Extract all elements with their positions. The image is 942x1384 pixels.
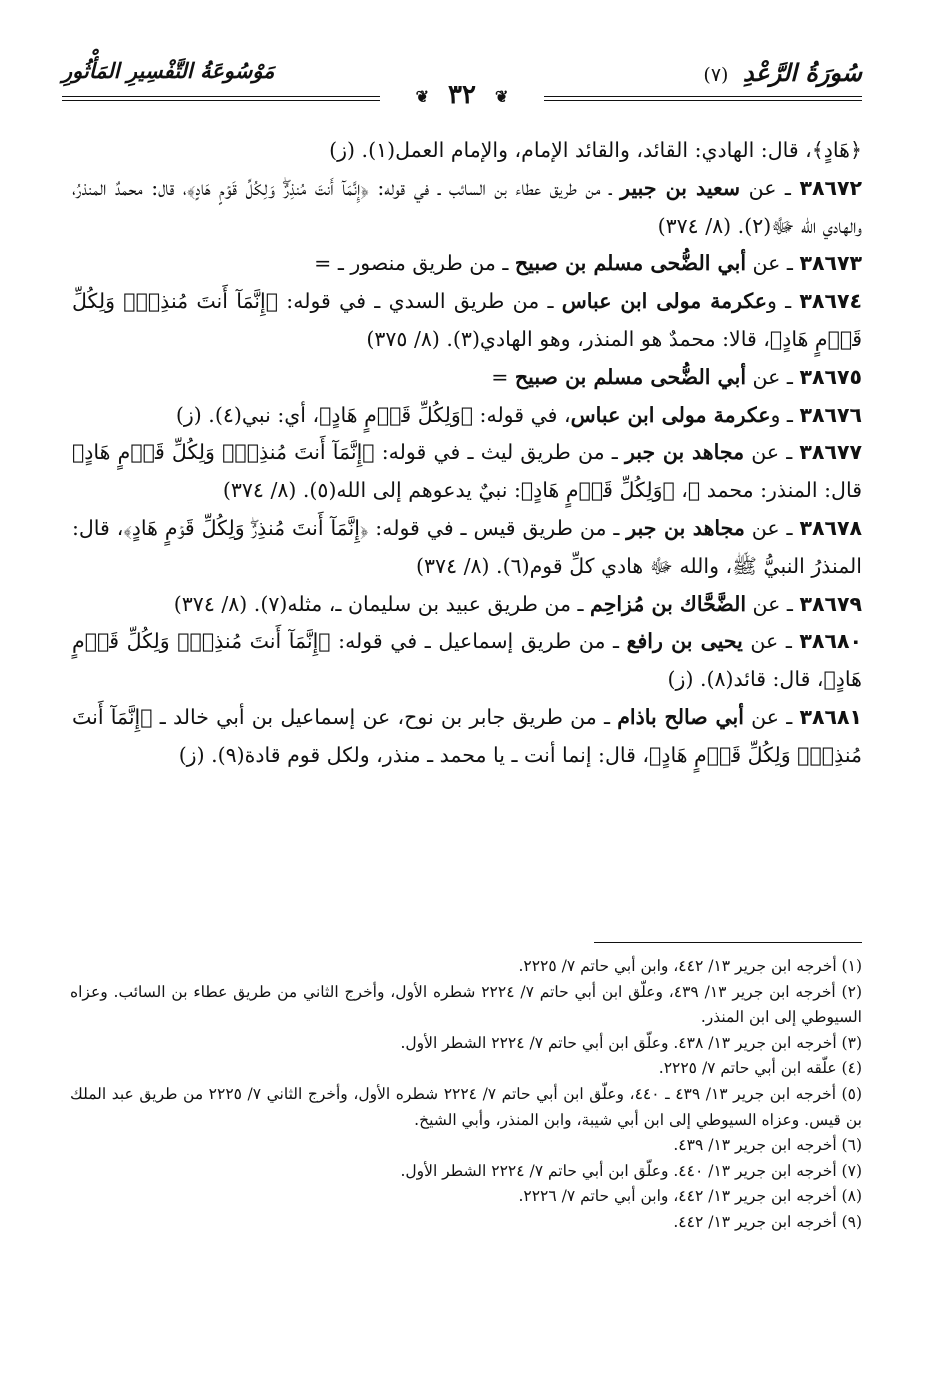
narration-entry: ٣٨٦٧٣ ـ عن أبي الضُّحى مسلم بن صبيح ـ من طريق منصور ـ =: [314, 251, 862, 276]
footnote: (٦) أخرجه ابن جرير ١٣/ ٤٣٩.: [673, 1136, 862, 1155]
narration-entry: ٣٨٦٨١ ـ عن أبي صالح باذام ـ من طريق جابر بن نوح، عن إسماعيل بن أبي خالد ـ ﴿إِنَّمَآ أَنتَ مُنذِرٌۖ وَلِكُلِّ قَوۡمٍ هَادٍ﴾، قال: إنما أنت ـ يا محمد ـ منذر، ولكل قوم قادة(٩). (ز): [72, 704, 862, 767]
narration-entry: ٣٨٦٧٢ ـ عن سعيد بن جبير ـ من طريق عطاء بن السائب ـ في قوله: ﴿إِنَّمَآ أَنتَ مُنذِرٌۖ وَلِكُلِّ قَوۡمٍ هَادٍ﴾، قال: محمدٌ المنذرُ، والهادي الله ﷻ(٢). (٨/ ٣٧٤): [72, 175, 863, 238]
narrator-name: أبي صالح باذام: [617, 704, 744, 729]
footnote: (٢) أخرجه ابن جرير ١٣/ ٤٣٩، وعلّق ابن أبي حاتم ٧/ ٢٢٢٤ شطره الأول، وأخرج الثاني من طريق عطاء بن السائب. وعزاه السيوطي إلى ابن المنذر.: [70, 982, 862, 1027]
surah-number: (٧): [703, 64, 729, 86]
narration-entry: ٣٨٦٧٤ ـ وعكرمة مولى ابن عباس ـ من طريق السدي ـ في قوله: ﴿إِنَّمَآ أَنتَ مُنذِرٌۖ وَلِكُلِّ قَوۡمٍ هَادٍ﴾، قالا: محمدٌ هو المنذر، وهو الهادي(٣). (٨/ ٣٧٥): [72, 289, 862, 351]
narrator-name: مجاهد بن جبر: [624, 440, 745, 465]
entry-number: ٣٨٦٧٣: [799, 251, 862, 276]
entry-number: ٣٨٦٧٦: [799, 402, 862, 427]
footnote: (٣) أخرجه ابن جرير ١٣/ ٤٣٨. وعلّق ابن أبي حاتم ٧/ ٢٢٢٤ الشطر الأول.: [400, 1033, 862, 1052]
narrator-name: أبي الضُّحى مسلم بن صبيح: [514, 364, 747, 389]
footnote: (٥) أخرجه ابن جرير ١٣/ ٤٣٩ ـ ٤٤٠، وعلّق ابن أبي حاتم ٧/ ٢٢٢٤ شطره الأول، وأخرج الثاني ٧/ ٢٢٢٥ من طريق عبد الملك بن قيس. وعزاه السيوطي إلى ابن أبي شيبة، وابن المنذر، وأبي الشيخ.: [70, 1084, 862, 1129]
narration-entry: ٣٨٦٧٩ ـ عن الضَّحَّاك بن مُزاحِم ـ من طريق عبيد بن سليمان ـ، مثله(٧). (٨/ ٣٧٤): [173, 591, 862, 616]
entry-number: ٣٨٦٧٨: [799, 515, 862, 540]
footnote-separator: [594, 942, 862, 943]
narrator-name: عكرمة مولى ابن عباس: [561, 289, 767, 314]
narration-entry: ٣٨٦٧٧ ـ عن مجاهد بن جبر ـ من طريق ليث ـ في قوله: ﴿إِنَّمَآ أَنتَ مُنذِرٌۖ وَلِكُلِّ قَوۡمٍ هَادٍ﴾ قال: المنذر: محمد ﷺ، ﴿وَلِكُلِّ قَوۡمٍ هَادٍ﴾: نبيٌ يدعوهم إلى الله(٥). (٨/ ٣٧٤): [72, 440, 862, 503]
footnote: (١) أخرجه ابن جرير ١٣/ ٤٤٢، وابن أبي حاتم ٧/ ٢٢٢٥.: [518, 957, 862, 975]
narration-entry: ٣٨٦٧٦ ـ وعكرمة مولى ابن عباس، في قوله: ﴿وَلِكُلِّ قَوۡمٍ هَادٍ﴾، أي: نبي(٤). (ز): [175, 402, 862, 427]
page-number: ٣٢: [448, 80, 476, 110]
continuation-paragraph: ﴿هَادٍ﴾، قال: الهادي: القائد، والقائد الإمام، والإمام العمل(١). (ز): [329, 138, 862, 162]
footnote: (٩) أخرجه ابن جرير ١٣/ ٤٤٢.: [673, 1212, 862, 1231]
main-text: [72, 132, 862, 775]
entry-text: ـ من طريق عبيد بن سليمان ـ، مثله(٧). (٨/ ٣٧٤): [173, 591, 591, 616]
narrator-name: عكرمة مولى ابن عباس: [570, 402, 771, 427]
entry-number: ٣٨٦٧٩: [799, 591, 862, 616]
entry-text: ـ من طريق منصور ـ =: [314, 251, 515, 276]
entry-text: ـ من طريق إسماعيل ـ في قوله: ﴿إِنَّمَآ أَنتَ مُنذِرٌۖ وَلِكُلِّ قَوۡمٍ هَادٍ﴾، قال: قائد(٨). (ز): [72, 629, 862, 692]
entry-text: =: [491, 364, 515, 389]
footnote: (٧) أخرجه ابن جرير ١٣/ ٤٤٠. وعلّق ابن أبي حاتم ٧/ ٢٢٢٤ الشطر الأول.: [400, 1161, 862, 1180]
surah-name: سُورَةُ الرَّعْدِ: [742, 58, 862, 87]
ornament-icon: ❦: [415, 86, 429, 106]
narration-entry: ٣٨٦٧٨ ـ عن مجاهد بن جبر ـ من طريق قيس ـ في قوله: ﴿إِنَّمَآ أَنتَ مُنذِرٌۖ وَلِكُلِّ قَوۡمٍ هَادٍ﴾، قال: المنذرُ النبيُّ ﷺ، والله ﷻ هادي كلِّ قوم(٦). (٨/ ٣٧٤): [72, 515, 862, 578]
footnote: (٤) علّقه ابن أبي حاتم ٧/ ٢٢٢٥.: [658, 1059, 862, 1078]
entry-text: ـ من طريق عطاء بن السائب ـ في قوله: ﴿إِنَّمَآ أَنتَ مُنذِرٌۖ وَلِكُلِّ قَوۡمٍ هَادٍ﴾، قال: محمدٌ المنذرُ، والهادي الله ﷻ(٢). (٨/ ٣٧٤): [72, 175, 862, 238]
footnotes: [70, 954, 862, 1236]
narrator-name: الضَّحَّاك بن مُزاحِم: [590, 591, 747, 616]
narration-entry: ٣٨٦٨٠ ـ عن يحيى بن رافع ـ من طريق إسماعيل ـ في قوله: ﴿إِنَّمَآ أَنتَ مُنذِرٌۖ وَلِكُلِّ قَوۡمٍ هَادٍ﴾، قال: قائد(٨). (ز): [72, 629, 862, 692]
entry-text: ـ من طريق السدي ـ في قوله: ﴿إِنَّمَآ أَنتَ مُنذِرٌۖ وَلِكُلِّ قَوۡمٍ هَادٍ﴾، قالا: محمدٌ هو المنذر، وهو الهادي(٣). (٨/ ٣٧٥): [72, 289, 862, 351]
narrator-name: يحيى بن رافع: [626, 629, 743, 654]
entry-number: ٣٨٦٧٢: [799, 175, 863, 200]
page-number-block: [62, 80, 862, 110]
footnote: (٨) أخرجه ابن جرير ١٣/ ٤٤٢، وابن أبي حاتم ٧/ ٢٢٢٦.: [518, 1187, 862, 1206]
entry-number: ٣٨٦٨٠: [799, 629, 862, 654]
entry-text: ـ من طريق قيس ـ في قوله: ﴿إِنَّمَآ أَنتَ مُنذِرٌۖ وَلِكُلِّ قَوۡمٍ هَادٍ﴾، قال: المنذرُ النبيُّ ﷺ، والله ﷻ هادي كلِّ قوم(٦). (٨/ ٣٧٤): [72, 515, 862, 578]
narrator-name: مجاهد بن جبر: [626, 515, 745, 540]
entry-number: ٣٨٦٧٧: [799, 440, 862, 465]
entry-text: ، في قوله: ﴿وَلِكُلِّ قَوۡمٍ هَادٍ﴾، أي: نبي(٤). (ز): [175, 402, 571, 427]
book-title: مَوْسُوعَةُ التَّفْسِيرِ المَأْثُورِ: [62, 58, 275, 83]
entry-number: ٣٨٦٧٤: [799, 289, 862, 314]
ornament-icon: ❦: [495, 86, 509, 106]
entry-number: ٣٨٦٧٥: [799, 364, 862, 389]
entry-number: ٣٨٦٨١: [799, 704, 862, 729]
narrator-name: أبي الضُّحى مسلم بن صبيح: [514, 251, 747, 276]
narration-entry: ٣٨٦٧٥ ـ عن أبي الضُّحى مسلم بن صبيح =: [491, 364, 862, 389]
entry-text: ـ من طريق ليث ـ في قوله: ﴿إِنَّمَآ أَنتَ مُنذِرٌۖ وَلِكُلِّ قَوۡمٍ هَادٍ﴾ قال: المنذر: محمد ﷺ، ﴿وَلِكُلِّ قَوۡمٍ هَادٍ﴾: نبيٌ يدعوهم إلى الله(٥). (٨/ ٣٧٤): [72, 440, 862, 503]
narrator-name: سعيد بن جبير: [620, 175, 741, 200]
entry-text: ـ من طريق جابر بن نوح، عن إسماعيل بن أبي خالد ـ ﴿إِنَّمَآ أَنتَ مُنذِرٌۖ وَلِكُلِّ قَوۡمٍ هَادٍ﴾، قال: إنما أنت ـ يا محمد ـ منذر، ولكل قوم قادة(٩). (ز): [72, 704, 862, 767]
page-header: [62, 58, 862, 110]
